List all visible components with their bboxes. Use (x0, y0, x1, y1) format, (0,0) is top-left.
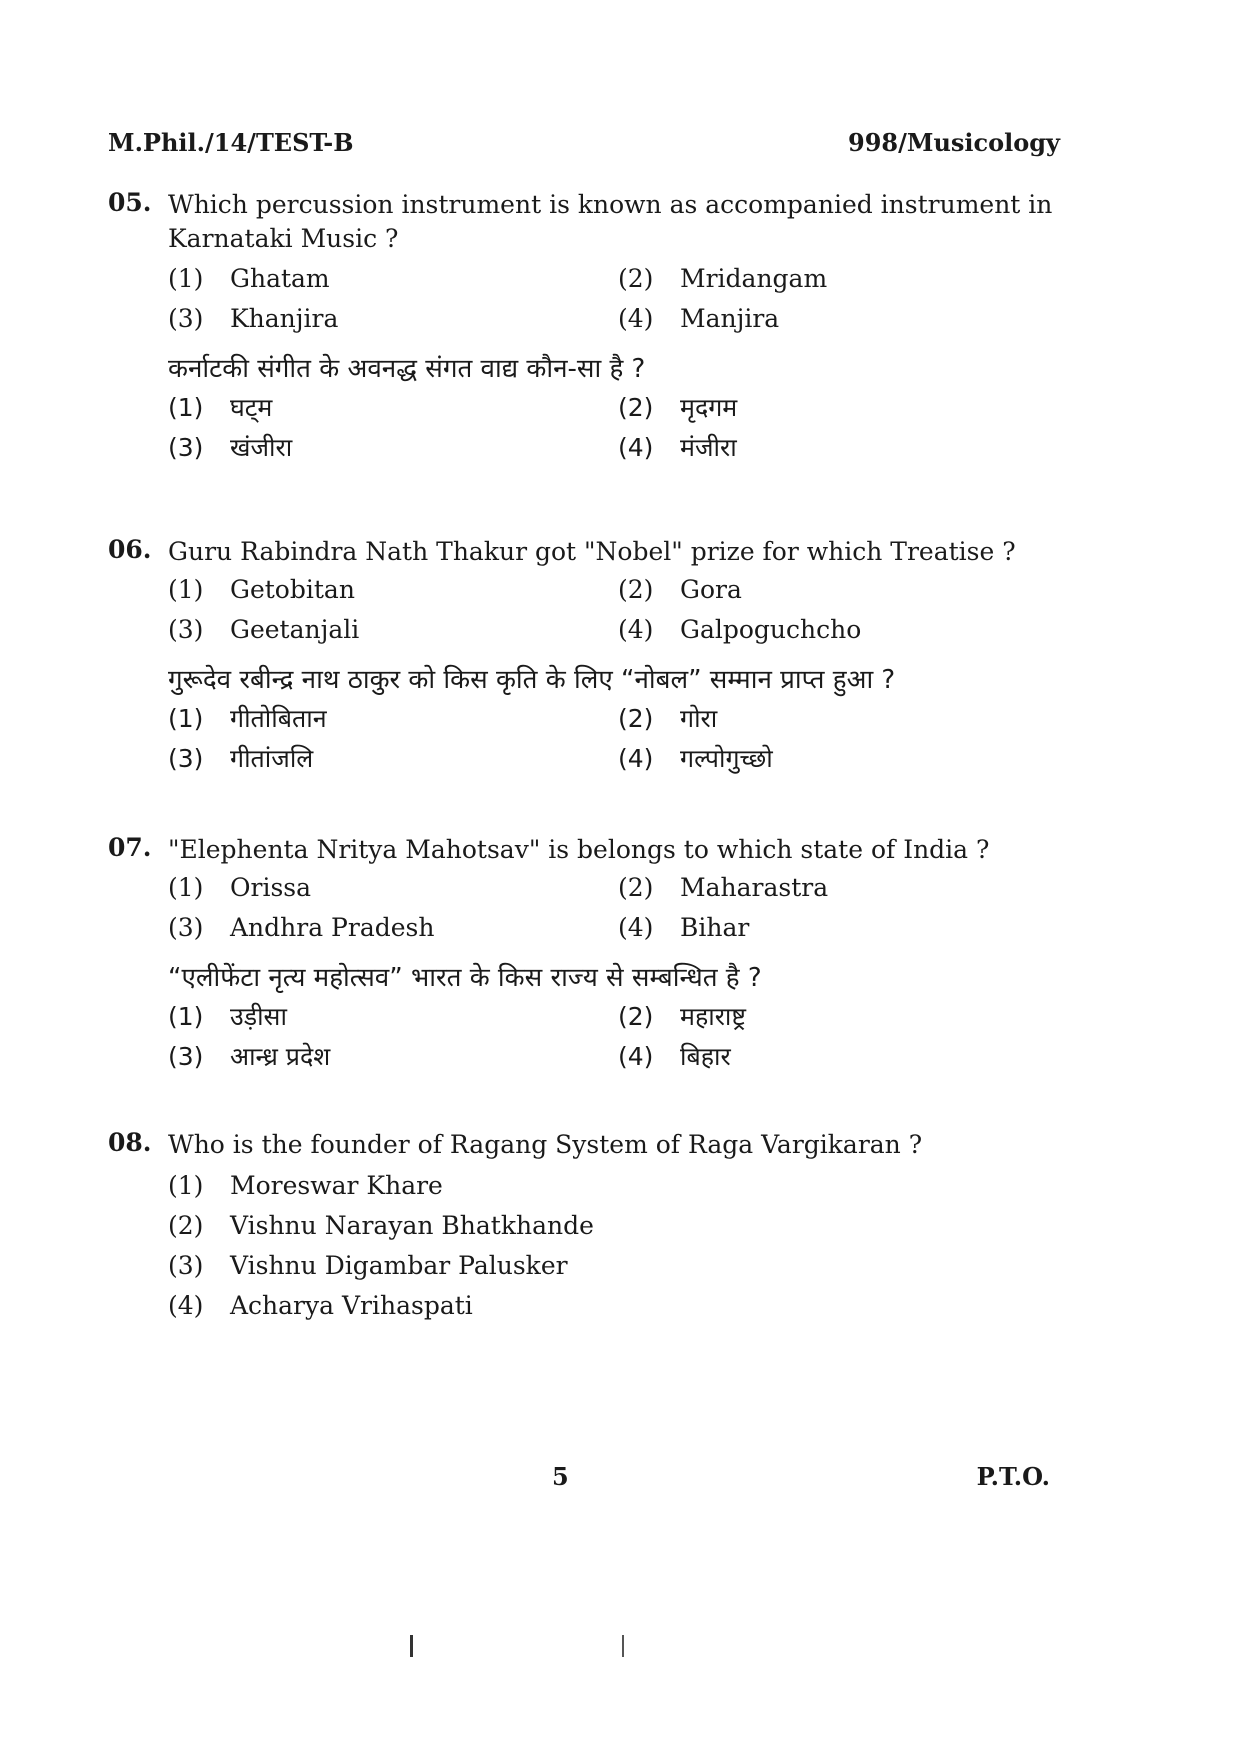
option-3: (3) Vishnu Digambar Palusker (168, 1251, 568, 1280)
hindi-option-4: (4) बिहार (618, 1042, 731, 1071)
question-07 (108, 833, 1068, 1077)
option-4: (4) Galpoguchcho (618, 615, 862, 644)
question-05 (108, 188, 1068, 468)
option-4: (4) Bihar (618, 913, 750, 942)
question-06 (108, 535, 1068, 779)
option-3: (3) Geetanjali (168, 615, 360, 644)
option-2: (2) Mridangam (618, 264, 828, 293)
question-text: "Elephenta Nritya Mahotsav" is belongs to which state of India ? (168, 835, 990, 864)
hindi-question-text: कर्नाटकी संगीत के अवनद्ध संगत वाद्य कौन-सा है ? (168, 354, 646, 384)
paper-code: M.Phil./14/TEST-B (108, 128, 354, 157)
question-text: Which percussion instrument is known as accompanied instrument in Karnataki Music ? (168, 190, 1053, 253)
english-options (108, 1166, 1068, 1326)
hindi-option-2: (2) महाराष्ट्र (618, 1002, 747, 1031)
scan-mark (410, 1635, 413, 1657)
option-1: (1) Ghatam (168, 264, 330, 293)
hindi-option-3: (3) खंजीरा (168, 433, 293, 462)
hindi-option-2: (2) गोरा (618, 704, 718, 733)
hindi-option-4: (4) गल्पोगुच्छो (618, 744, 773, 773)
english-options (168, 573, 1068, 653)
question-number: 05. (108, 188, 152, 217)
option-4: (4) Acharya Vrihaspati (168, 1291, 473, 1320)
option-4: (4) Manjira (618, 304, 780, 333)
option-3: (3) Andhra Pradesh (168, 913, 435, 942)
subject-code: 998/Musicology (848, 128, 1060, 157)
option-2: (2) Vishnu Narayan Bhatkhande (168, 1211, 594, 1240)
option-1: (1) Orissa (168, 873, 312, 902)
hindi-option-1: (1) गीतोबितान (168, 704, 327, 733)
option-2: (2) Maharastra (618, 873, 829, 902)
option-1: (1) Moreswar Khare (168, 1171, 443, 1200)
option-2: (2) Gora (618, 575, 742, 604)
option-1: (1) Getobitan (168, 575, 355, 604)
please-turn-over: P.T.O. (976, 1462, 1050, 1491)
english-options (168, 871, 1068, 951)
question-text: Who is the founder of Ragang System of Raga Vargikaran ? (168, 1130, 923, 1159)
question-08 (108, 1128, 1068, 1326)
hindi-question-text: गुरूदेव रबीन्द्र नाथ ठाकुर को किस कृति के लिए “नोबल” सम्मान प्राप्त हुआ ? (168, 665, 896, 695)
hindi-option-4: (4) मंजीरा (618, 433, 737, 462)
hindi-option-2: (2) मृदगम (618, 393, 738, 422)
hindi-option-1: (1) उड़ीसा (168, 1002, 287, 1031)
question-text: Guru Rabindra Nath Thakur got "Nobel" prize for which Treatise ? (168, 537, 1016, 566)
hindi-option-3: (3) आन्ध्र प्रदेश (168, 1042, 331, 1071)
option-3: (3) Khanjira (168, 304, 339, 333)
question-number: 06. (108, 535, 152, 564)
scan-mark (622, 1635, 624, 1657)
question-number: 08. (108, 1128, 152, 1157)
page-number: 5 (552, 1462, 569, 1491)
hindi-question-text: “एलीफेंटा नृत्य महोत्सव” भारत के किस राज्य से सम्बन्धित है ? (168, 963, 762, 993)
question-number: 07. (108, 833, 152, 862)
hindi-option-3: (3) गीतांजलि (168, 744, 314, 773)
hindi-option-1: (1) घट्म (168, 393, 273, 422)
english-options (168, 262, 1068, 342)
